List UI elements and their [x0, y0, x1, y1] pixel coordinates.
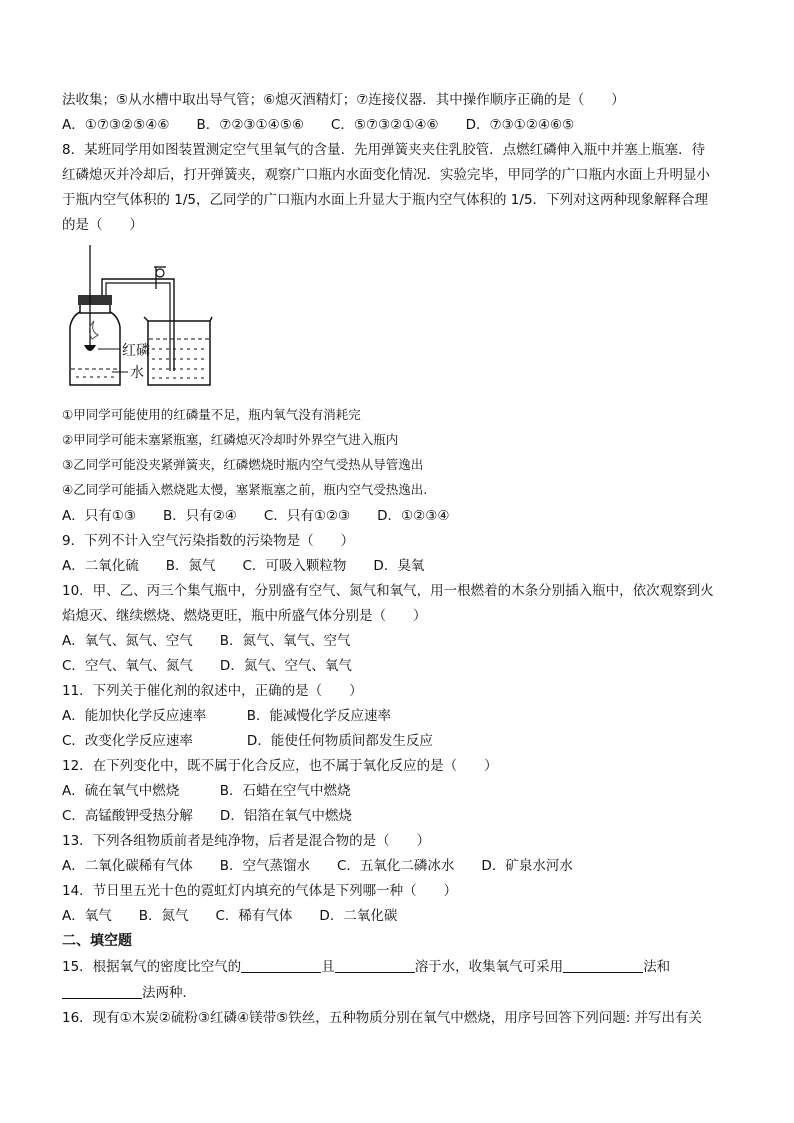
- q15-line1: [62, 957, 670, 977]
- q15-text-2: 且: [321, 959, 335, 975]
- q15-blank-1[interactable]: [241, 958, 321, 973]
- q8-item-4: ④乙同学可能插入燃烧匙太慢，塞紧瓶塞之前，瓶内空气受热逸出.: [62, 482, 428, 497]
- apparatus-figure: [62, 243, 222, 391]
- q14-options: A．氧气 B．氮气 C．稀有气体 D．二氧化碳: [62, 908, 398, 924]
- q15-blank-3[interactable]: [563, 958, 643, 973]
- q12-options-line1: A．硫在氧气中燃烧 B．石蜡在空气中燃烧: [62, 783, 351, 799]
- q11-stem: 11．下列关于催化剂的叙述中，正确的是（ ）: [62, 683, 363, 699]
- q8-stem-line3: 于瓶内空气体积的 1/5，乙同学的广口瓶内水面上升显大于瓶内空气体积的 1/5．下列对这两种现象解释合理: [62, 192, 709, 208]
- q13-options: A．二氧化碳稀有气体 B．空气蒸馏水 C．五氧化二磷冰水 D．矿泉水河水: [62, 858, 573, 874]
- spring-clip: [154, 267, 166, 289]
- q8-item-3: ③乙同学可能没夹紧弹簧夹，红磷燃烧时瓶内空气受热从导管逸出: [62, 457, 424, 472]
- q7-stem-continued: 法收集；⑤从水槽中取出导气管；⑥熄灭酒精灯；⑦连接仪器．其中操作顺序正确的是（ ）: [62, 92, 625, 108]
- q8-stem-line2: 红磷熄灭并冷却后，打开弹簧夹，观察广口瓶内水面变化情况．实验完毕，甲同学的广口瓶内水面上升明显小: [62, 167, 710, 183]
- q11-options-line1: A．能加快化学反应速率 B．能减慢化学反应速率: [62, 708, 391, 724]
- q8-item-1: ①甲同学可能使用的红磷量不足，瓶内氧气没有消耗完: [62, 407, 361, 422]
- q10-options-line2: C．空气、氧气、氮气 D．氮气、空气、氧气: [62, 658, 352, 674]
- q11-options-line2: C．改变化学反应速率 D．能使任何物质间都发生反应: [62, 733, 433, 749]
- q10-options-line1: A．氧气、氮气、空气 B．氮气、氧气、空气: [62, 633, 351, 649]
- flame-icon: [89, 321, 98, 339]
- q15-text-3: 溶于水，收集氧气可采用: [414, 959, 564, 975]
- spoon-cup: [84, 345, 96, 351]
- q12-stem: 12．在下列变化中，既不属于化合反应，也不属于氧化反应的是（ ）: [62, 758, 498, 774]
- q15-blank-4[interactable]: [62, 984, 142, 999]
- q10-stem-line1: 10．甲、乙、丙三个集气瓶中，分别盛有空气、氮气和氧气，用一根燃着的木条分别插入瓶中，依次观察到火: [62, 583, 714, 599]
- q8-options: A．只有①③ B．只有②④ C．只有①②③ D．①②③④: [62, 508, 450, 524]
- q8-item-2: ②甲同学可能未塞紧瓶塞，红磷熄灭冷却时外界空气进入瓶内: [62, 432, 399, 447]
- q15-text-5: 法两种．: [142, 985, 196, 1001]
- q8-stem-line4: 的是（ ）: [62, 217, 143, 233]
- label-phosphorus: 红磷: [122, 343, 150, 359]
- q12-options-line2: C．高锰酸钾受热分解 D．铝箔在氧气中燃烧: [62, 808, 352, 824]
- q8-stem-line1: 8．某班同学用如图装置测定空气里氧气的含量．先用弹簧夹夹住乳胶管．点燃红磷伸入瓶中并塞上瓶塞．待: [62, 142, 706, 158]
- q15-text-1: 15．根据氧气的密度比空气的: [62, 959, 242, 975]
- q9-options: A．二氧化硫 B．氮气 C．可吸入颗粒物 D．臭氧: [62, 558, 425, 574]
- label-water: 水: [130, 365, 144, 381]
- q13-stem: 13．下列各组物质前者是纯净物，后者是混合物的是（ ）: [62, 833, 431, 849]
- section-heading-fill-in: 二、填空题: [62, 933, 132, 949]
- q10-stem-line2: 焰熄灭、继续燃烧、燃烧更旺，瓶中所盛气体分别是（ ）: [62, 608, 427, 624]
- q16-stem: 16．现有①木炭②硫粉③红磷④镁带⑤铁丝，五种物质分别在氧气中燃烧，用序号回答下列问题: 并写出有关: [62, 1010, 703, 1026]
- q7-options: A．①⑦③②⑤④⑥ B．⑦②③①④⑤⑥ C．⑤⑦③②①④⑥ D．⑦③①②④⑥⑤: [62, 117, 575, 133]
- q15-text-4: 法和: [643, 959, 671, 975]
- q14-stem: 14．节日里五光十色的霓虹灯内填充的气体是下列哪一种（ ）: [62, 883, 458, 899]
- beaker: [144, 317, 212, 385]
- rubber-stopper: [78, 295, 112, 305]
- q9-stem: 9．下列不计入空气污染指数的污染物是（ ）: [62, 533, 355, 549]
- q15-blank-2[interactable]: [335, 958, 415, 973]
- q15-line2: [62, 983, 196, 1003]
